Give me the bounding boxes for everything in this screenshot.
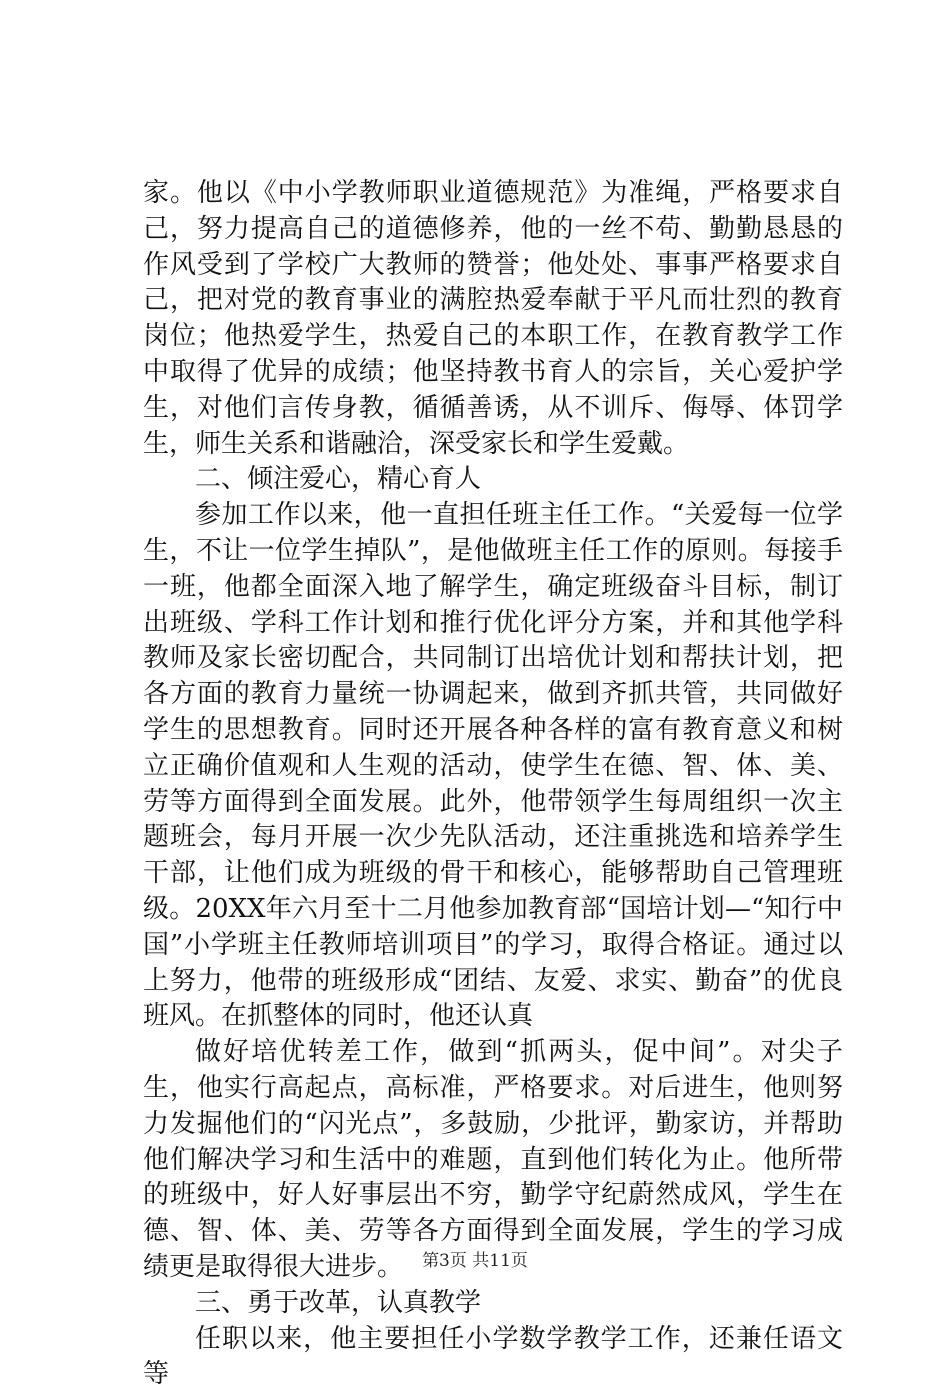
paragraph-1: 家。他以《中小学教师职业道德规范》为准绳，严格要求自己，努力提高自己的道德修养，他的一丝不苟、勤勤恳恳的作风受到了学校广大教师的赞誉；他处处、事事严格要求自己，把对党的教育事业的满腔热爱奉献于平凡而壮烈的教育岗位；他热爱学生，热爱自己的本职工作，在教育教学工作中取得了优异的成绩；他坚持教书育人的宗旨，关心爱护学生，对他们言传身教，循循善诱，从不训斥、侮辱、体罚学生，师生关系和谐融洽，深受家长和学生爱戴。 [143,176,843,462]
section-heading-3: 三、勇于改革，认真教学 [143,1286,843,1322]
page-number-footer: 第3页 共11页 [0,1246,950,1271]
body-text [143,176,843,1393]
paragraph-4: 做好培优转差工作，做到“抓两头，促中间”。对尖子生，他实行高起点，高标准，严格要求。对后进生，他则努力发掘他们的“闪光点”，多鼓励，少批评，勤家访，并帮助他们解决学习和生活中的难题，直到他们转化为止。他所带的班级中，好人好事层出不穷，勤学守纪蔚然成风，学生在德、智、体、美、劳等各方面得到全面发展，学生的学习成绩更是取得很大进步。 [143,1035,843,1286]
section-heading-2: 二、倾注爱心，精心育人 [143,462,843,498]
paragraph-6: 任职以来，他主要担任小学数学教学工作，还兼任语文等 [143,1322,843,1393]
paragraph-3: 参加工作以来，他一直担任班主任工作。“关爱每一位学生，不让一位学生掉队”，是他做班主任工作的原则。每接手一班，他都全面深入地了解学生，确定班级奋斗目标，制订出班级、学科工作计划和推行优化评分方案，并和其他学科教师及家长密切配合，共同制订出培优计划和帮扶计划，把各方面的教育力量统一协调起来，做到齐抓共管，共同做好学生的思想教育。同时还开展各种各样的富有教育意义和树立正确价值观和人生观的活动，使学生在德、智、体、美、劳等方面得到全面发展。此外，他带领学生每周组织一次主题班会，每月开展一次少先队活动，还注重挑选和培养学生干部，让他们成为班级的骨干和核心，能够帮助自己管理班级。20XX年六月至十二月他参加教育部“国培计划—“知行中国”小学班主任教师培训项目”的学习，取得合格证。通过以上努力，他带的班级形成“团结、友爱、求实、勤奋”的优良班风。在抓整体的同时，他还认真 [143,498,843,1035]
